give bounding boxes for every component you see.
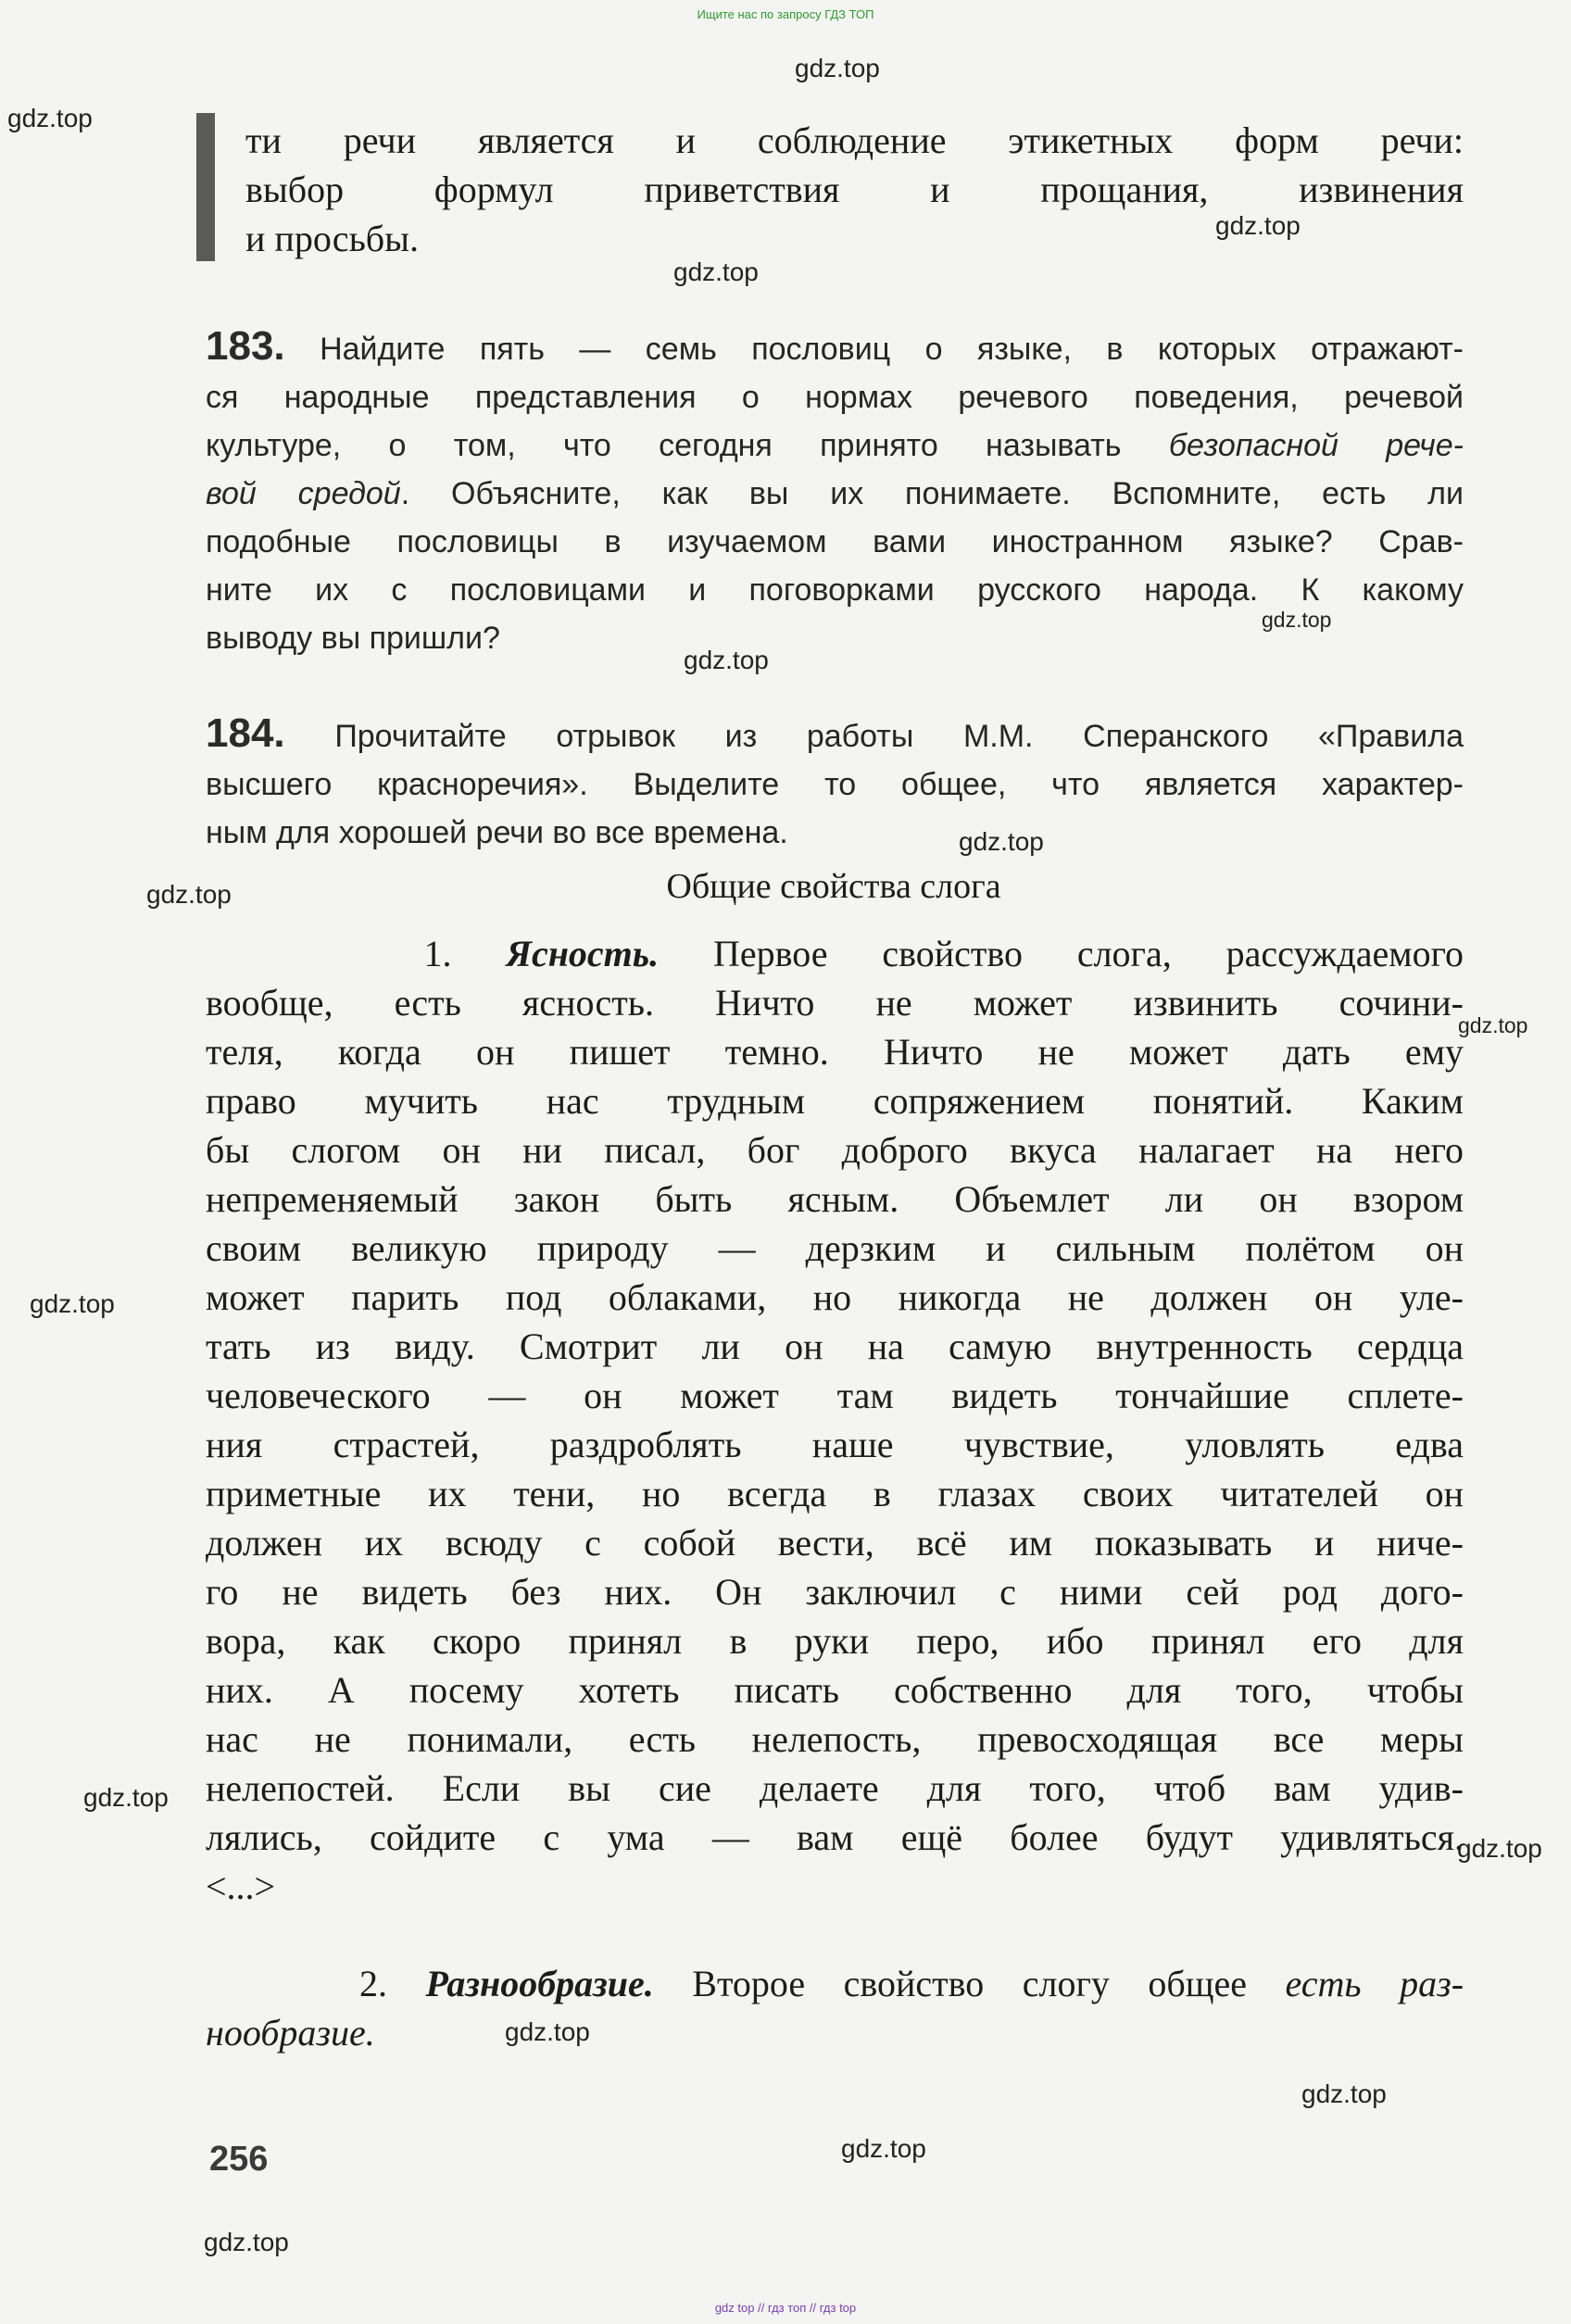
watermark: gdz.top — [684, 646, 769, 674]
term-variety: Разнообразие. — [425, 1963, 654, 2004]
intro-text: ти речи является и соблюдение этикетных форм речи: выбор формул приветствия и прощания, извинения и просьбы. — [245, 119, 1464, 259]
watermark: gdz.top — [795, 54, 880, 82]
watermark: gdz.top — [1215, 211, 1301, 240]
paragraph-clarity: 1. Ясность. Первое свойство слога, рассуждаемого вообще, есть ясность. Ничто не может извинить сочини- теля, когда он пишет темно. Ничто не может дать ему право мучить нас трудным сопряжением понятий. Каким бы слогом он ни писал, бог доброго вкуса налагает на него непременяемый закон быть ясным. Объемлет ли он взором своим великую природу — дерзким и сильным полётом он может парить под облаками, но никогда не должен он уле- тать из виду. Смотрит ли он на самую внутренность сердца человеческого — он может там видеть тончайшие сплете- ния страстей, раздроблять наше чувствие, уловлять едва приметные их тени, но всегда в глазах своих читателей он должен их всюду с собой вести, всё им показывать и ниче- го не видеть без них. Он заключил с ними сей род дого- вора, как скоро принял в руки перо, ибо принял его для них. А посему хотеть писать собственно для того, чтобы нас не понимали, есть нелепость, превосходящая все меры нелепостей. Если вы сие делаете для того, чтоб вам удив- лялись, сойдите с ума — вам ещё более будут удивляться. <...> — [206, 933, 1464, 1907]
watermark: gdz.top — [146, 880, 232, 909]
margin-bar — [196, 113, 215, 261]
watermark: gdz.top — [83, 1783, 169, 1812]
task-183: 183. Найдите пять — семь пословиц о языке, в которых отражают- ся народные представления о нормах речевого поведения, речевой культуре, о том, что сегодня принято называть безопасной рече- вой средой. Объясните, как вы их понимаете. Вспомните, есть ли подобные пословицы в изучаемом вами иностранном языке? Срав- ните их с пословицами и поговорками русского народа. К какому выводу вы пришли? — [206, 323, 1464, 656]
section-heading: Общие свойства слога — [666, 867, 1001, 906]
task-number: 184. — [206, 710, 285, 756]
watermark: gdz.top — [1262, 608, 1332, 632]
term-clarity: Ясность. — [506, 933, 660, 974]
bottom-banner: gdz top // гдз топ // гдз top — [714, 2301, 857, 2315]
watermark: gdz.top — [1458, 1013, 1528, 1037]
watermark: gdz.top — [7, 104, 93, 132]
task-184: 184. Прочитайте отрывок из работы М.М. Сперанского «Правила высшего красноречия». Выделите то общее, что является характер- ным для хорошей речи во все времена. — [206, 710, 1464, 850]
watermark: gdz.top — [30, 1289, 115, 1318]
task-number: 183. — [206, 323, 285, 369]
watermark: gdz.top — [505, 2017, 590, 2046]
watermark: gdz.top — [1457, 1834, 1542, 1863]
page-number: 256 — [209, 2140, 269, 2179]
top-banner: Ищите нас по запросу ГДЗ ТОП — [697, 7, 874, 21]
watermark: gdz.top — [841, 2134, 926, 2163]
watermark: gdz.top — [673, 258, 759, 286]
watermark: gdz.top — [204, 2228, 289, 2256]
watermark: gdz.top — [959, 827, 1044, 856]
paragraph-variety: 2. Разнообразие. Второе свойство слогу общее есть раз- нообразие. — [206, 1963, 1464, 2054]
watermark: gdz.top — [1301, 2079, 1387, 2108]
